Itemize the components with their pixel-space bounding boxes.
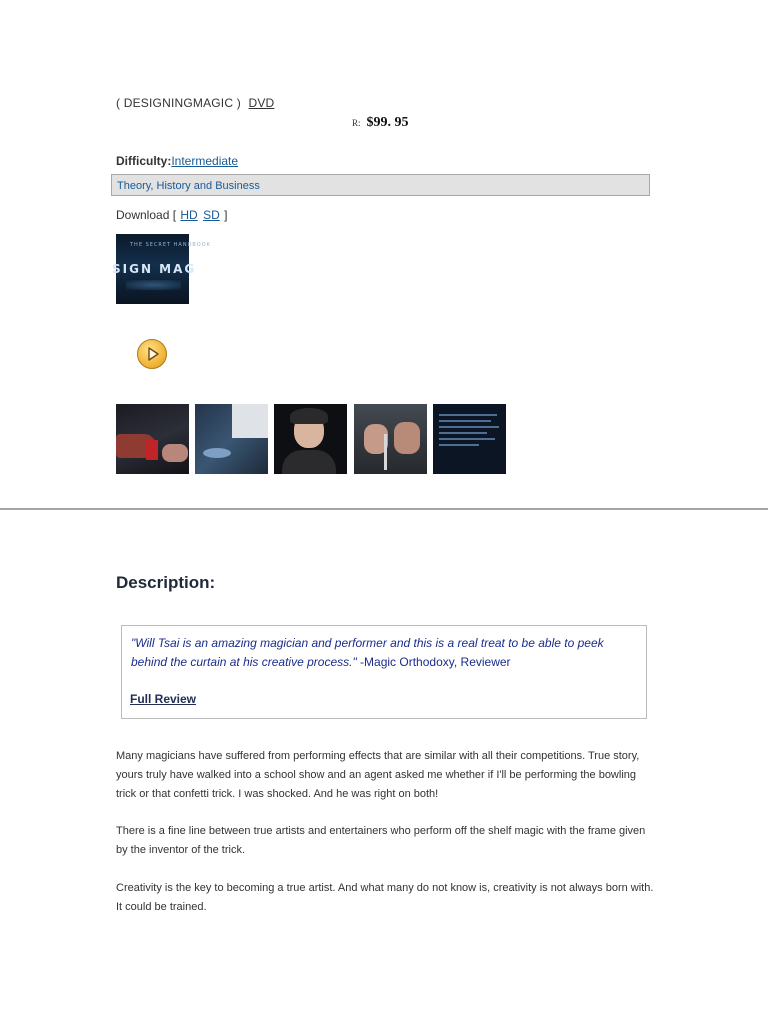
cover-title: SIGN MAG <box>112 262 197 276</box>
shot2-shape-b <box>203 448 231 458</box>
description-paragraph: Many magicians have suffered from performing effects that are similar with all their competitions. True story, yours truly have walked into a school show and an agent asked me whether if I'll be performing the bowling trick or that confetti trick. I was shocked. And he was right on both! <box>116 750 640 800</box>
shot5-line <box>439 438 495 440</box>
category-bar[interactable] <box>111 174 650 196</box>
shot5-line <box>439 432 487 434</box>
brand-name: ( DESIGNINGMAGIC ) <box>116 96 241 110</box>
difficulty-link[interactable]: Intermediate <box>171 154 239 168</box>
cover-subtitle: THE SECRET HANDBOOK <box>130 242 211 248</box>
review-quote-block <box>131 634 631 672</box>
brand-line <box>116 96 274 110</box>
download-sd-link[interactable]: SD <box>203 208 220 222</box>
full-review-link[interactable]: Full Review <box>130 692 197 706</box>
shot3-shape-b <box>290 408 328 424</box>
review-box <box>121 625 647 719</box>
product-cover-thumbnail[interactable] <box>112 234 211 304</box>
price-currency: R: <box>352 118 361 128</box>
shot5-line <box>439 414 497 416</box>
category-label: Theory, History and Business <box>117 180 260 192</box>
format-link[interactable]: DVD <box>248 96 275 110</box>
shot2-shape-a <box>232 404 268 438</box>
play-icon <box>138 340 166 368</box>
price <box>352 115 409 131</box>
shot5-line <box>439 420 491 422</box>
shot5-line <box>439 426 499 428</box>
download-suffix: ] <box>224 208 228 222</box>
description-heading: Description: <box>116 573 216 592</box>
shot1-shape-b <box>146 440 158 460</box>
play-video-button[interactable] <box>137 339 167 369</box>
screenshot-thumbnail-5[interactable] <box>433 404 506 474</box>
section-divider <box>0 508 768 510</box>
screenshot-thumbnail-1[interactable] <box>116 404 189 474</box>
download-prefix: Download [ <box>116 208 177 222</box>
shot4-shape-c <box>384 434 387 470</box>
screenshot-thumbnail-4[interactable] <box>354 404 427 474</box>
difficulty-label: Difficulty: <box>116 154 172 168</box>
difficulty <box>116 154 238 168</box>
download-hd-link[interactable]: HD <box>180 208 198 222</box>
review-source: -Magic Orthodoxy, Reviewer <box>356 655 511 669</box>
shot4-shape-b <box>394 422 420 454</box>
shot5-line <box>439 444 479 446</box>
price-amount: $99. 95 <box>366 115 409 130</box>
cover-glow <box>126 280 181 290</box>
review-quote: "Will Tsai is an amazing magician and performer and this is a real treat to be able to peek behind the curtain at his creative process." <box>131 636 604 669</box>
download-links <box>116 208 227 222</box>
screenshot-thumbnail-2[interactable] <box>195 404 268 474</box>
description-paragraph: Creativity is the key to becoming a true artist. And what many do not know is, creativity is not always born with. It could be trained. <box>116 882 654 913</box>
shot3-shape-c <box>282 450 336 474</box>
screenshot-thumbnail-3[interactable] <box>274 404 347 474</box>
description-paragraph: There is a fine line between true artists and entertainers who perform off the shelf magic with the frame given by the inventor of the trick. <box>116 825 646 856</box>
shot1-shape-c <box>162 444 188 462</box>
